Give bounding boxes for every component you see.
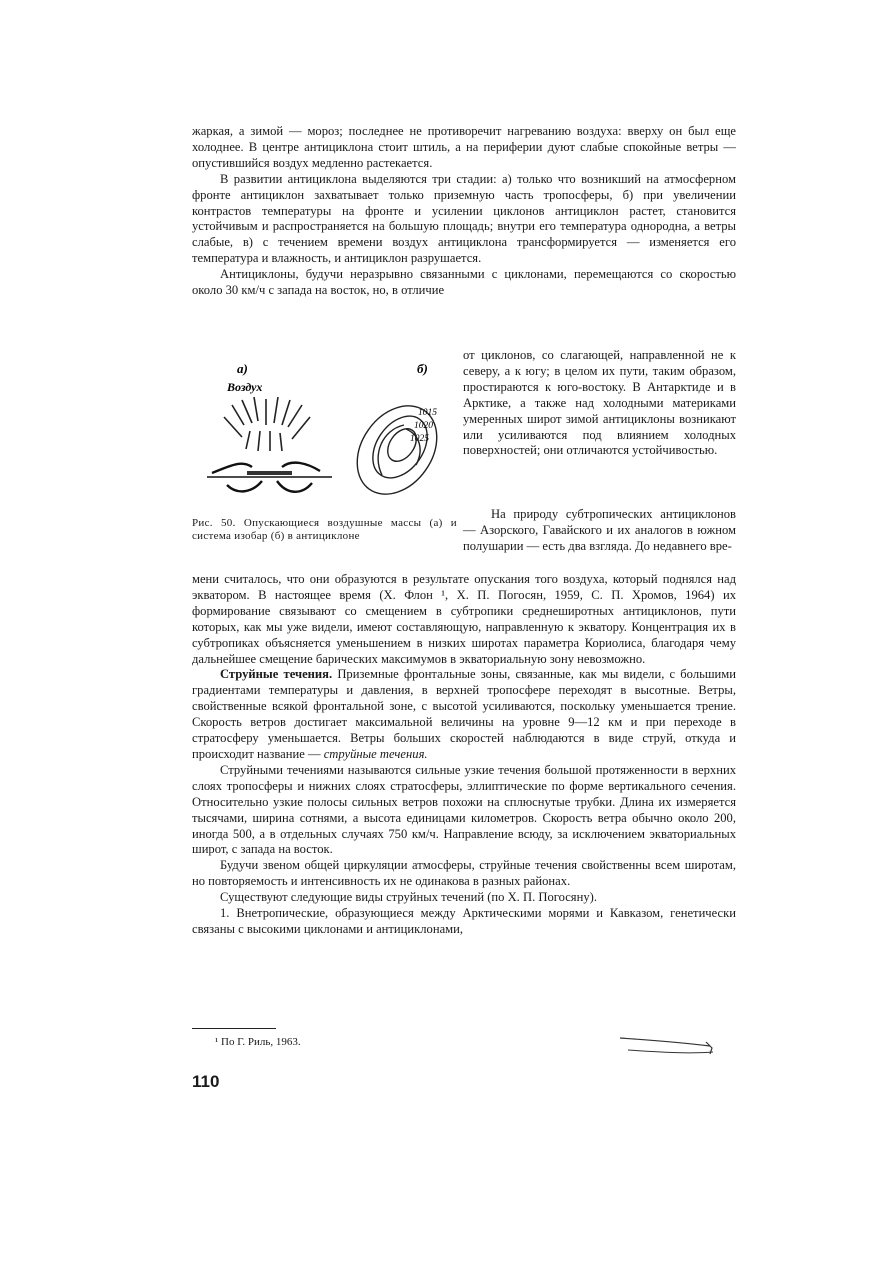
text-block-bottom — [192, 572, 736, 938]
section-text: Приземные фронтальные зоны, связанные, как мы видели, с большими градиентами температуры и давления, в верхней тропосфере переходят в высотные. Ветры, свойственные всякой фронтальной зоне, с высотой усиливаются, поскольку уменьшается трение. Скорость ветров достигает максимальной величины на уровне 9—12 км и при переходе в стратосферу уменьшается. Ветры больших скоростей наблюдаются в виде струй, откуда и происходит название — — [192, 667, 736, 761]
isobar-1020: 1020 — [414, 421, 433, 431]
wrap-text-b — [463, 507, 736, 555]
paragraph-continue: мени считалось, что они образуются в результате опускания того воздуха, который поднялся над экватором. В настоящее время (Х. Флон ¹, Х. П. Погосян, 1959, С. П. Хромов, 1964) их формирование связывают со смещением в субтропики среднеширотных антициклонов, пути которых, как мы уже видели, имеют составляющую, направленную к экватору. Концентрация их в субтропиках объясняется уменьшением в низких широтах параметра Кориолиса, благодаря чему дальнейшее смещение барических максимумов в экваториальную зону невозможно. — [192, 572, 736, 666]
paragraph-jets-circulation: Будучи звеном общей циркуляции атмосферы, струйные течения свойственны всем широтам, но повторяемость и интенсивность их не одинакова в разных районах. — [192, 858, 736, 889]
figure-label-b: б) — [417, 361, 428, 376]
paragraph-section — [192, 667, 736, 762]
section-title: Струйные течения. — [220, 667, 333, 682]
paragraph-jets-extratropical: 1. Внетропические, образующиеся между Арктическими морями и Кавказом, генетически связаны с высокими циклонами и антициклонами, — [192, 906, 736, 936]
surface-line — [247, 471, 292, 475]
paragraph-jets-types: Существуют следующие виды струйных течений (по Х. П. Погосяну). — [220, 890, 597, 905]
figure-caption — [192, 517, 457, 542]
figure-label-air: Воздух — [227, 380, 263, 394]
paragraph-jets-definition: Струйными течениями называются сильные узкие течения большой протяженности в верхних слоях тропосферы и нижних слоях стратосферы, эллиптические по форме вертикального сечения. Относительно узкие полосы сильных ветров похожи на сплюснутые трубки. Длина их измеряется тысячами, ширина сотнями, а высота единицами километров. Скорость ветра обычно около 200, иногда 500, а в отдельных случаях 750 км/ч. Направление всюду, за исключением экваториальных широт, с запада на восток. — [192, 762, 736, 857]
isobar-1025: 1025 — [410, 434, 429, 444]
page-number: 110 — [192, 1072, 220, 1091]
wrap-text-a — [463, 348, 736, 459]
isobar-1015: 1015 — [418, 408, 437, 418]
figure-label-a: а) — [237, 361, 248, 376]
section-term: струйные течения. — [323, 746, 428, 761]
text-block-top — [192, 124, 736, 299]
paragraph-1: жаркая, а зимой — мороз; последнее не противоречит нагреванию воздуха: вверху он был еще холоднее. В центре антициклона стоит штиль, а на периферии дуют слабые спокойные ветры — опустившийся воздух медленно растекается. — [192, 124, 736, 170]
paragraph-wrap-b: На природу субтропических антициклонов — Азорского, Гавайского и их аналогов в южном полушарии — есть два взгляда. До недавнего вре- — [463, 507, 736, 553]
caption-text: Рис. 50. Опускающиеся воздушные массы (а) и система изобар (б) в антициклоне — [192, 517, 457, 542]
paragraph-2: В развитии антициклона выделяются три стадии: а) только что возникший на атмосферном фронте антициклон захватывает только приземную часть тропосферы, б) при увеличении контрастов температуры на фронте и усилении циклонов антициклон растет, становится устойчивым и распространяется на большую площадь; внутри его температура однородна, а ветры слабые, в) с течением времени воздух антициклона трансформируется — изменяется его температура и влажность, и антициклон разрушается. — [192, 171, 736, 266]
ink-mark — [618, 1030, 718, 1060]
paragraph-3: Антициклоны, будучи неразрывно связанными с циклонами, перемещаются со скоростью около 30 км/ч с запада на восток, но, в отличие — [192, 267, 736, 298]
descending-air-arrows — [224, 397, 310, 451]
footnote-rule — [192, 1028, 276, 1029]
paragraph-wrap-a: от циклонов, со слагающей, направленной не к северу, а к югу; в целом их пути, таким образом, простираются к юго-востоку. В Антарктиде и в Арктике, а также над холодными материками умеренных широт зимой антициклоны возникают или усиливаются под влиянием холодных поверхностей; они отличаются устойчивостью. — [463, 348, 736, 458]
footnote: ¹ По Г. Риль, 1963. — [215, 1036, 301, 1048]
